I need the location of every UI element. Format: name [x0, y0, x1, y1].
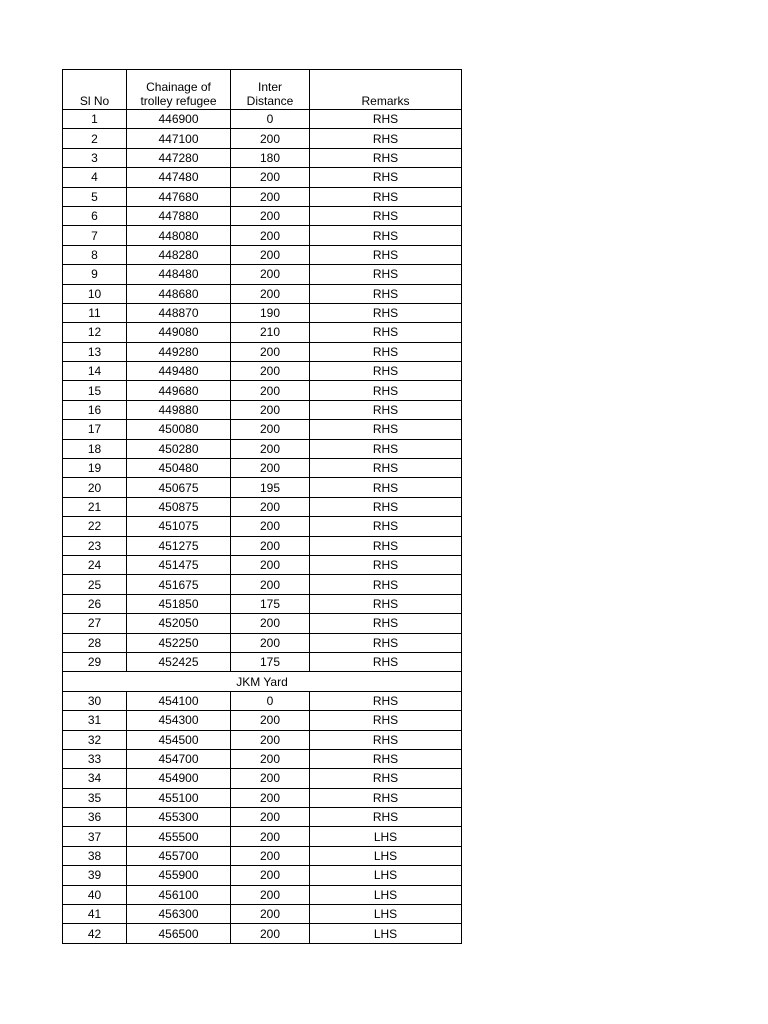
cell-chainage: 450875 — [127, 497, 231, 516]
cell-inter-distance: 200 — [231, 827, 310, 846]
cell-remarks: RHS — [310, 265, 462, 284]
table-row — [63, 885, 462, 904]
cell-remarks: RHS — [310, 323, 462, 342]
cell-remarks: RHS — [310, 420, 462, 439]
cell-sl-no: 22 — [63, 517, 127, 536]
cell-remarks: RHS — [310, 129, 462, 148]
cell-inter-distance: 195 — [231, 478, 310, 497]
cell-remarks: RHS — [310, 148, 462, 167]
cell-chainage: 447280 — [127, 148, 231, 167]
cell-inter-distance: 210 — [231, 323, 310, 342]
cell-sl-no: 6 — [63, 206, 127, 225]
cell-sl-no: 14 — [63, 362, 127, 381]
cell-remarks: RHS — [310, 400, 462, 419]
cell-chainage: 455700 — [127, 846, 231, 865]
table-row — [63, 808, 462, 827]
cell-inter-distance: 200 — [231, 400, 310, 419]
cell-inter-distance: 200 — [231, 187, 310, 206]
cell-inter-distance: 200 — [231, 226, 310, 245]
cell-inter-distance: 200 — [231, 342, 310, 361]
cell-inter-distance: 200 — [231, 381, 310, 400]
table-row — [63, 827, 462, 846]
table-row — [63, 594, 462, 613]
cell-remarks: RHS — [310, 536, 462, 555]
cell-sl-no: 17 — [63, 420, 127, 439]
table-row — [63, 905, 462, 924]
cell-inter-distance: 200 — [231, 575, 310, 594]
cell-remarks: RHS — [310, 594, 462, 613]
cell-sl-no: 12 — [63, 323, 127, 342]
cell-chainage: 456100 — [127, 885, 231, 904]
cell-chainage: 448480 — [127, 265, 231, 284]
cell-chainage: 447680 — [127, 187, 231, 206]
table-row — [63, 866, 462, 885]
table-row — [63, 652, 462, 671]
cell-sl-no: 5 — [63, 187, 127, 206]
header-remarks: Remarks — [310, 70, 462, 110]
table-row — [63, 614, 462, 633]
cell-remarks: RHS — [310, 497, 462, 516]
header-sl-no: Sl No — [63, 70, 127, 110]
cell-remarks: RHS — [310, 206, 462, 225]
table-body — [63, 110, 462, 944]
cell-remarks: RHS — [310, 730, 462, 749]
cell-sl-no: 25 — [63, 575, 127, 594]
cell-chainage: 449480 — [127, 362, 231, 381]
cell-sl-no: 29 — [63, 652, 127, 671]
cell-remarks: RHS — [310, 226, 462, 245]
cell-chainage: 455300 — [127, 808, 231, 827]
cell-remarks: RHS — [310, 362, 462, 381]
cell-inter-distance: 200 — [231, 614, 310, 633]
cell-chainage: 448680 — [127, 284, 231, 303]
table-row — [63, 148, 462, 167]
cell-sl-no: 30 — [63, 691, 127, 710]
cell-chainage: 456300 — [127, 905, 231, 924]
section-label: JKM Yard — [63, 672, 462, 691]
cell-inter-distance: 200 — [231, 536, 310, 555]
cell-chainage: 450080 — [127, 420, 231, 439]
table-row — [63, 129, 462, 148]
cell-chainage: 448280 — [127, 245, 231, 264]
cell-inter-distance: 175 — [231, 652, 310, 671]
cell-sl-no: 39 — [63, 866, 127, 885]
table-row — [63, 284, 462, 303]
cell-sl-no: 31 — [63, 711, 127, 730]
cell-inter-distance: 200 — [231, 885, 310, 904]
cell-remarks: RHS — [310, 517, 462, 536]
cell-inter-distance: 200 — [231, 924, 310, 943]
table-row — [63, 110, 462, 129]
cell-chainage: 446900 — [127, 110, 231, 129]
cell-sl-no: 15 — [63, 381, 127, 400]
cell-inter-distance: 180 — [231, 148, 310, 167]
cell-inter-distance: 200 — [231, 245, 310, 264]
cell-remarks: RHS — [310, 284, 462, 303]
table-row — [63, 245, 462, 264]
cell-inter-distance: 200 — [231, 517, 310, 536]
table-row — [63, 342, 462, 361]
table-row — [63, 749, 462, 768]
cell-inter-distance: 200 — [231, 362, 310, 381]
cell-inter-distance: 0 — [231, 110, 310, 129]
cell-remarks: RHS — [310, 614, 462, 633]
cell-inter-distance: 200 — [231, 284, 310, 303]
cell-sl-no: 24 — [63, 555, 127, 574]
cell-chainage: 449280 — [127, 342, 231, 361]
cell-chainage: 450280 — [127, 439, 231, 458]
table-row — [63, 439, 462, 458]
cell-inter-distance: 200 — [231, 866, 310, 885]
cell-inter-distance: 190 — [231, 303, 310, 322]
cell-chainage: 455500 — [127, 827, 231, 846]
cell-remarks: RHS — [310, 808, 462, 827]
cell-inter-distance: 200 — [231, 769, 310, 788]
cell-chainage: 451275 — [127, 536, 231, 555]
table-row — [63, 400, 462, 419]
cell-chainage: 456500 — [127, 924, 231, 943]
cell-sl-no: 40 — [63, 885, 127, 904]
cell-chainage: 454900 — [127, 769, 231, 788]
cell-remarks: RHS — [310, 342, 462, 361]
cell-inter-distance: 200 — [231, 905, 310, 924]
cell-sl-no: 23 — [63, 536, 127, 555]
cell-remarks: LHS — [310, 866, 462, 885]
cell-inter-distance: 200 — [231, 206, 310, 225]
table-row — [63, 362, 462, 381]
cell-chainage: 447480 — [127, 168, 231, 187]
cell-sl-no: 27 — [63, 614, 127, 633]
cell-inter-distance: 200 — [231, 788, 310, 807]
cell-chainage: 447880 — [127, 206, 231, 225]
cell-chainage: 451075 — [127, 517, 231, 536]
cell-chainage: 454500 — [127, 730, 231, 749]
cell-remarks: RHS — [310, 303, 462, 322]
refugee-table — [62, 69, 462, 944]
cell-remarks: RHS — [310, 749, 462, 768]
cell-chainage: 455900 — [127, 866, 231, 885]
cell-remarks: RHS — [310, 478, 462, 497]
cell-remarks: RHS — [310, 168, 462, 187]
cell-sl-no: 18 — [63, 439, 127, 458]
header-chainage: Chainage of trolley refugee — [127, 70, 231, 110]
cell-chainage: 451850 — [127, 594, 231, 613]
cell-sl-no: 26 — [63, 594, 127, 613]
cell-chainage: 451675 — [127, 575, 231, 594]
cell-inter-distance: 200 — [231, 168, 310, 187]
cell-remarks: RHS — [310, 245, 462, 264]
cell-sl-no: 3 — [63, 148, 127, 167]
cell-remarks: RHS — [310, 711, 462, 730]
header-inter-distance: Inter Distance — [231, 70, 310, 110]
cell-sl-no: 35 — [63, 788, 127, 807]
table-row — [63, 536, 462, 555]
cell-sl-no: 16 — [63, 400, 127, 419]
cell-inter-distance: 200 — [231, 265, 310, 284]
cell-remarks: RHS — [310, 633, 462, 652]
cell-sl-no: 10 — [63, 284, 127, 303]
cell-remarks: LHS — [310, 846, 462, 865]
cell-chainage: 450675 — [127, 478, 231, 497]
cell-inter-distance: 200 — [231, 129, 310, 148]
cell-sl-no: 32 — [63, 730, 127, 749]
cell-inter-distance: 175 — [231, 594, 310, 613]
cell-chainage: 448080 — [127, 226, 231, 245]
table-row — [63, 788, 462, 807]
table-row — [63, 226, 462, 245]
cell-sl-no: 20 — [63, 478, 127, 497]
cell-inter-distance: 0 — [231, 691, 310, 710]
cell-inter-distance: 200 — [231, 808, 310, 827]
table-row — [63, 691, 462, 710]
table-row — [63, 730, 462, 749]
cell-inter-distance: 200 — [231, 633, 310, 652]
cell-chainage: 455100 — [127, 788, 231, 807]
table-row — [63, 769, 462, 788]
cell-remarks: RHS — [310, 788, 462, 807]
cell-remarks: RHS — [310, 691, 462, 710]
cell-sl-no: 11 — [63, 303, 127, 322]
cell-chainage: 452050 — [127, 614, 231, 633]
cell-sl-no: 2 — [63, 129, 127, 148]
cell-chainage: 449680 — [127, 381, 231, 400]
cell-chainage: 454700 — [127, 749, 231, 768]
cell-sl-no: 34 — [63, 769, 127, 788]
cell-remarks: LHS — [310, 924, 462, 943]
cell-chainage: 448870 — [127, 303, 231, 322]
cell-remarks: LHS — [310, 905, 462, 924]
cell-sl-no: 1 — [63, 110, 127, 129]
cell-inter-distance: 200 — [231, 711, 310, 730]
table-row — [63, 265, 462, 284]
cell-sl-no: 4 — [63, 168, 127, 187]
cell-sl-no: 33 — [63, 749, 127, 768]
table-row — [63, 711, 462, 730]
cell-sl-no: 9 — [63, 265, 127, 284]
cell-remarks: RHS — [310, 652, 462, 671]
table-row — [63, 303, 462, 322]
cell-remarks: RHS — [310, 110, 462, 129]
cell-chainage: 449080 — [127, 323, 231, 342]
cell-remarks: LHS — [310, 827, 462, 846]
table-row — [63, 206, 462, 225]
cell-sl-no: 8 — [63, 245, 127, 264]
table-row — [63, 846, 462, 865]
cell-chainage: 447100 — [127, 129, 231, 148]
table-row — [63, 381, 462, 400]
cell-chainage: 454300 — [127, 711, 231, 730]
cell-sl-no: 21 — [63, 497, 127, 516]
header-row — [63, 70, 462, 110]
table-row — [63, 478, 462, 497]
table-row — [63, 420, 462, 439]
table-row — [63, 323, 462, 342]
cell-inter-distance: 200 — [231, 730, 310, 749]
cell-inter-distance: 200 — [231, 846, 310, 865]
table-row — [63, 575, 462, 594]
table-row — [63, 168, 462, 187]
cell-sl-no: 19 — [63, 459, 127, 478]
table-row — [63, 555, 462, 574]
table-row — [63, 633, 462, 652]
cell-sl-no: 7 — [63, 226, 127, 245]
cell-remarks: RHS — [310, 575, 462, 594]
cell-chainage: 451475 — [127, 555, 231, 574]
cell-remarks: RHS — [310, 555, 462, 574]
cell-sl-no: 36 — [63, 808, 127, 827]
cell-sl-no: 38 — [63, 846, 127, 865]
cell-inter-distance: 200 — [231, 439, 310, 458]
cell-chainage: 452425 — [127, 652, 231, 671]
cell-chainage: 452250 — [127, 633, 231, 652]
cell-sl-no: 37 — [63, 827, 127, 846]
cell-inter-distance: 200 — [231, 420, 310, 439]
cell-chainage: 454100 — [127, 691, 231, 710]
cell-remarks: RHS — [310, 381, 462, 400]
table-row — [63, 924, 462, 943]
table-row — [63, 459, 462, 478]
table-row — [63, 497, 462, 516]
table-row — [63, 187, 462, 206]
cell-inter-distance: 200 — [231, 459, 310, 478]
cell-remarks: RHS — [310, 439, 462, 458]
cell-inter-distance: 200 — [231, 497, 310, 516]
section-row — [63, 672, 462, 691]
cell-remarks: RHS — [310, 459, 462, 478]
cell-sl-no: 41 — [63, 905, 127, 924]
cell-inter-distance: 200 — [231, 749, 310, 768]
cell-sl-no: 28 — [63, 633, 127, 652]
cell-remarks: RHS — [310, 769, 462, 788]
cell-remarks: RHS — [310, 187, 462, 206]
cell-remarks: LHS — [310, 885, 462, 904]
cell-sl-no: 42 — [63, 924, 127, 943]
cell-inter-distance: 200 — [231, 555, 310, 574]
cell-sl-no: 13 — [63, 342, 127, 361]
table-row — [63, 517, 462, 536]
cell-chainage: 449880 — [127, 400, 231, 419]
cell-chainage: 450480 — [127, 459, 231, 478]
